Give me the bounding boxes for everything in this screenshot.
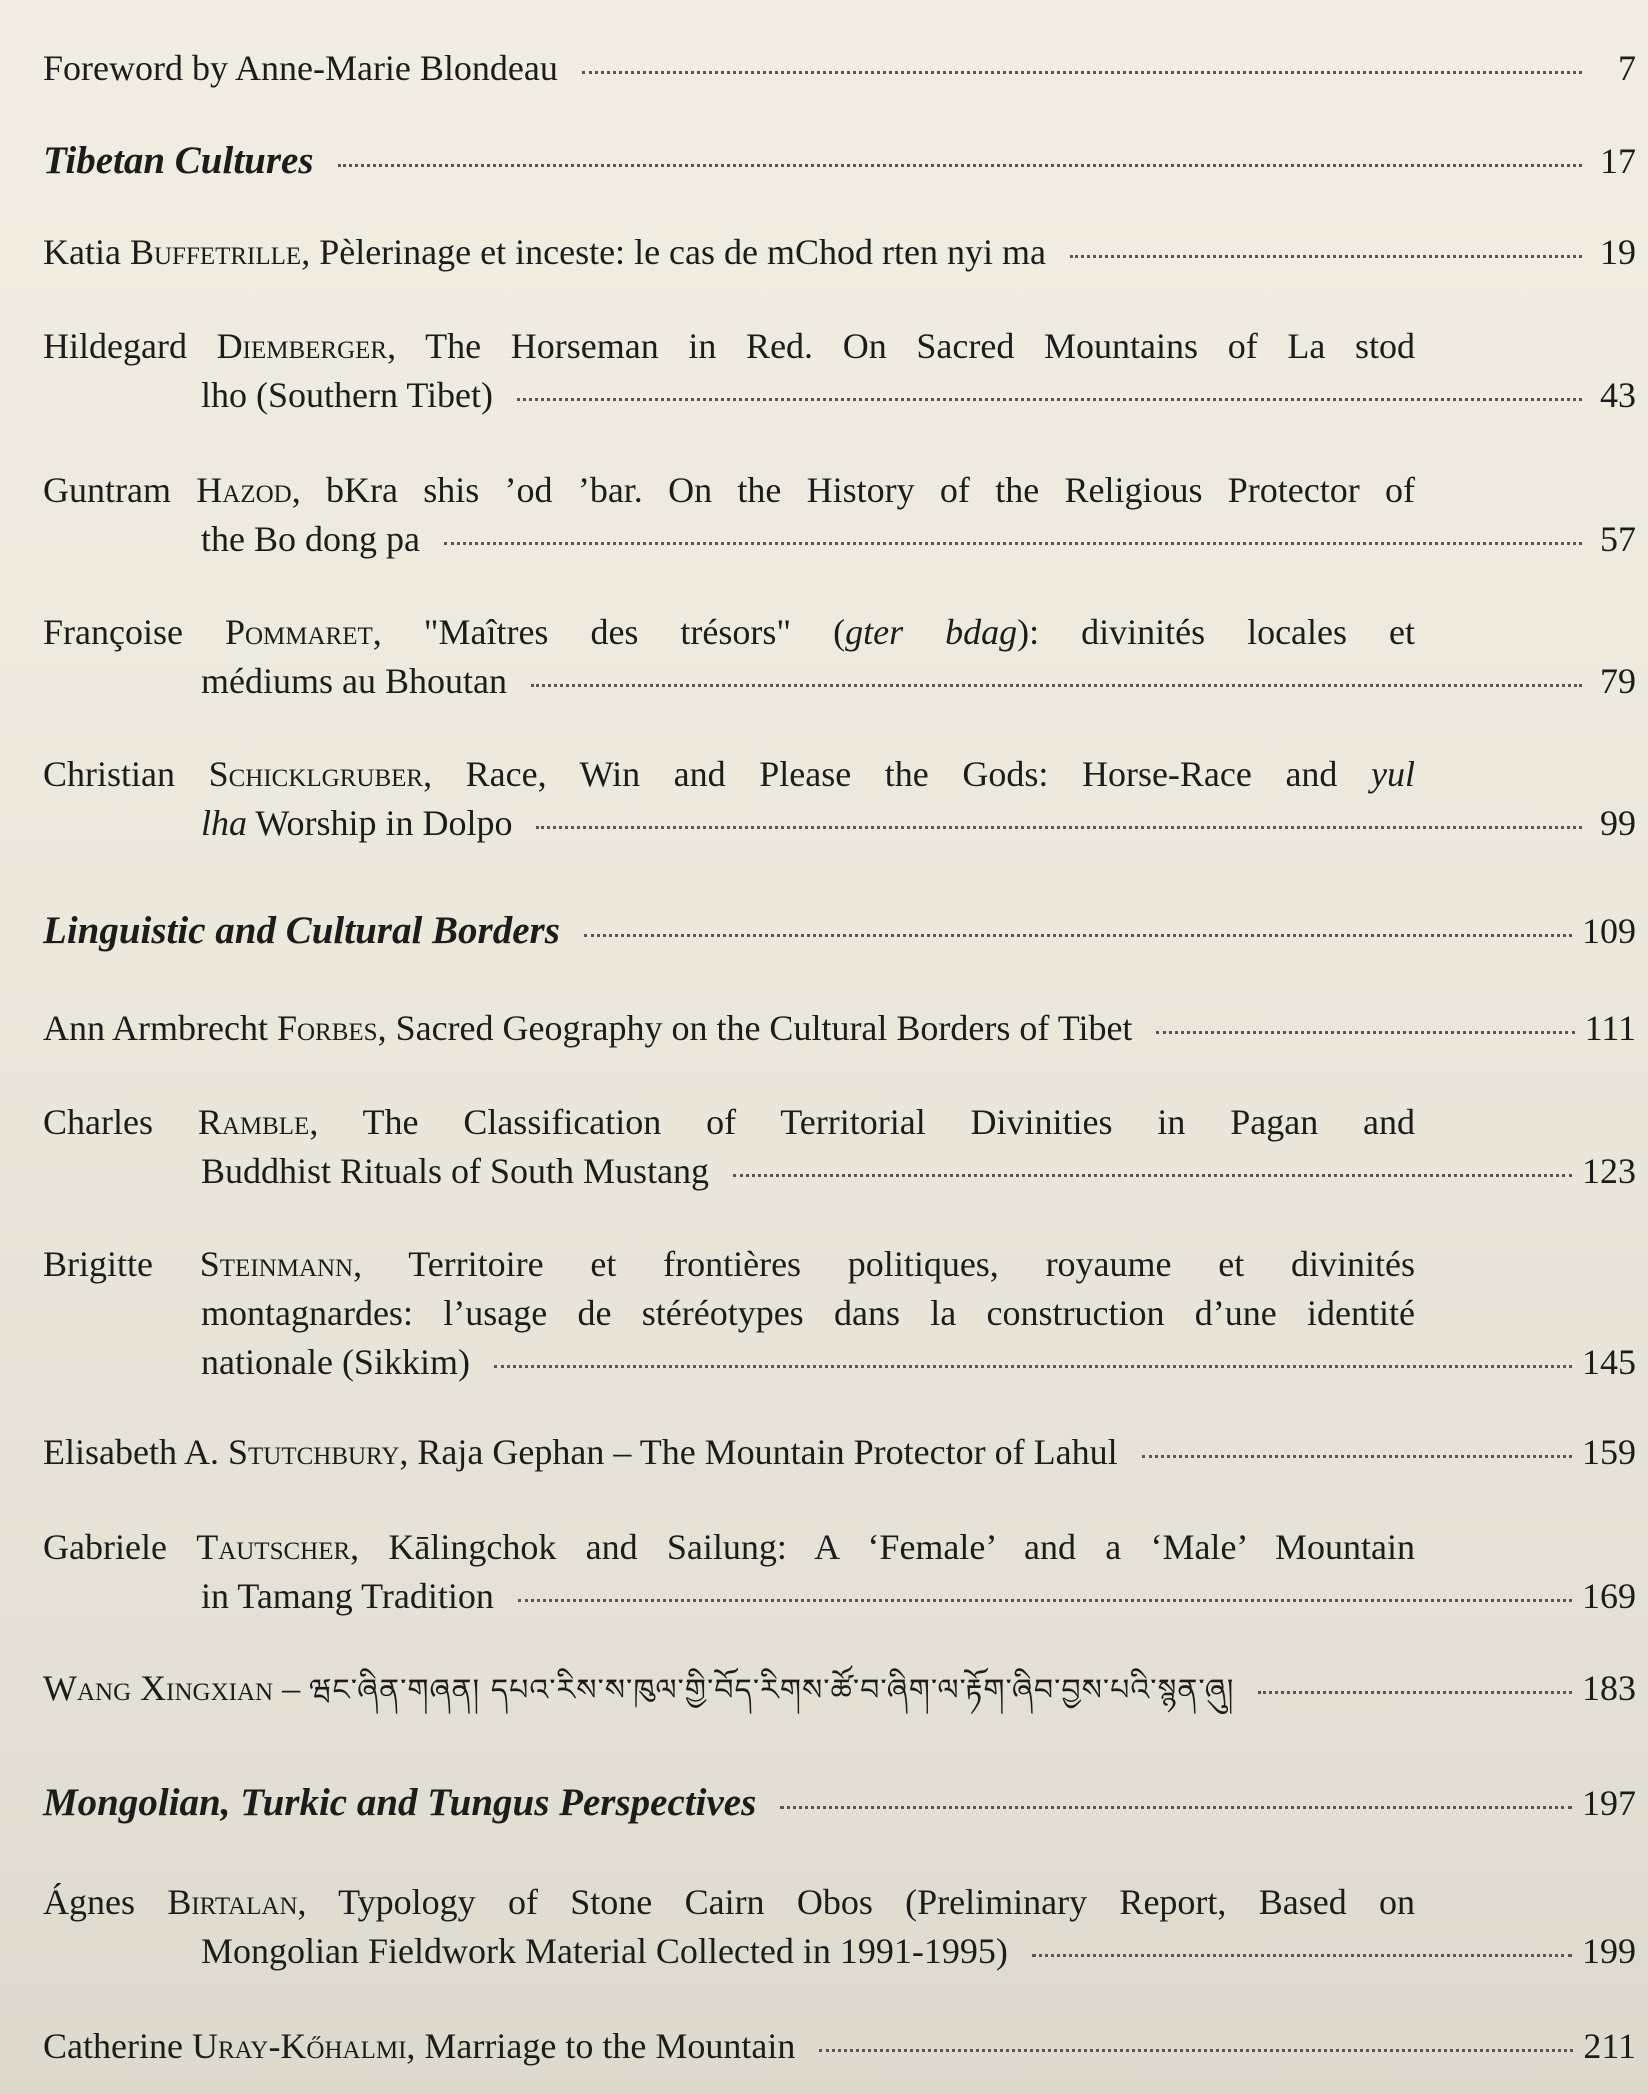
toc-entry-stutchbury bbox=[43, 1428, 1636, 1477]
dot-leader bbox=[517, 398, 1582, 401]
toc-entry-birtalan bbox=[43, 1878, 1636, 1976]
article-title-tibetan: ཝང་ཞིན་གཞན། དཔའ་རིས་ས་ཁུལ་གྱི་བོད་རིགས་ཚོ་བ་ཞིག་ལ་རྟོག་ཞིབ་བྱས་པའི་སྙན་ཞུ། bbox=[309, 1673, 1235, 1708]
page-number: 17 bbox=[1600, 141, 1636, 181]
dot-leader bbox=[584, 934, 1572, 937]
dot-leader bbox=[1142, 1455, 1572, 1458]
author-last-name: Schicklgruber bbox=[208, 754, 424, 794]
author-first-name: Brigitte bbox=[43, 1244, 153, 1284]
page-number: 57 bbox=[1600, 519, 1636, 559]
page-number: 159 bbox=[1582, 1432, 1636, 1472]
author-last-name: Steinmann bbox=[199, 1244, 354, 1284]
author-first-name: Françoise bbox=[43, 612, 183, 652]
author-last-name: Pommaret bbox=[224, 612, 373, 652]
page-number: 169 bbox=[1582, 1576, 1636, 1616]
entry-first-line bbox=[43, 1523, 1415, 1572]
page-number: 111 bbox=[1584, 1008, 1636, 1048]
page-number: 197 bbox=[1582, 1783, 1636, 1823]
article-title: , Kālingchok and Sailung: A ‘Female’ and a ‘Male’ Mountain bbox=[350, 1527, 1415, 1567]
article-title-continued: Mongolian Fieldwork Material Collected in 1991-1995) bbox=[201, 1931, 1008, 1971]
toc-section-linguistic-cultural-borders bbox=[43, 906, 1636, 956]
entry-text bbox=[43, 1428, 1118, 1477]
author-first-name: Guntram bbox=[43, 470, 171, 510]
entry-first-line bbox=[43, 322, 1415, 371]
entry-first-line bbox=[43, 1878, 1415, 1927]
article-title: , Sacred Geography on the Cultural Borders of Tibet bbox=[377, 1008, 1133, 1048]
dot-leader bbox=[494, 1365, 1572, 1368]
toc-entry-steinmann bbox=[43, 1240, 1636, 1387]
author-last-name: Hazod bbox=[196, 470, 292, 510]
dot-leader bbox=[536, 826, 1582, 829]
entry-second-line: montagnardes: l’usage de stéréotypes dans la construction d’une identité bbox=[201, 1293, 1415, 1333]
article-title-italic: yul bbox=[1371, 754, 1415, 794]
article-title-continued: lho (Southern Tibet) bbox=[201, 375, 494, 415]
dot-leader bbox=[819, 2049, 1573, 2052]
author-first-name: Ágnes bbox=[43, 1882, 135, 1922]
author-last-name: Wang Xingxian bbox=[43, 1668, 274, 1708]
article-title: , "Maîtres des trésors" ( bbox=[372, 612, 846, 652]
entry-text bbox=[43, 228, 1046, 277]
article-title-continued: médiums au Bhoutan bbox=[201, 661, 507, 701]
page-number: 7 bbox=[1618, 48, 1636, 88]
dot-leader bbox=[1258, 1691, 1572, 1694]
toc-entry-diemberger bbox=[43, 322, 1636, 420]
entry-first-line bbox=[43, 1098, 1415, 1147]
page-number: 19 bbox=[1600, 232, 1636, 272]
article-title: , The Horseman in Red. On Sacred Mountains of La stod bbox=[387, 326, 1416, 366]
author-first-name: Charles bbox=[43, 1102, 153, 1142]
dot-leader bbox=[780, 1806, 1572, 1809]
article-title-continued: the Bo dong pa bbox=[201, 519, 420, 559]
dot-leader bbox=[338, 164, 1582, 167]
article-title-italic: lha bbox=[201, 803, 248, 843]
toc-entry-wang-xingxian bbox=[43, 1664, 1636, 1715]
toc-entry-tautscher bbox=[43, 1523, 1636, 1621]
toc-entry-ramble bbox=[43, 1098, 1636, 1196]
section-heading: Linguistic and Cultural Borders bbox=[43, 909, 560, 952]
article-title: , bKra shis ’od ’bar. On the History of the Religious Protector of bbox=[291, 470, 1416, 510]
author-last-name: Buffetrille bbox=[129, 232, 302, 272]
article-title: , Typology of Stone Cairn Obos (Preliminary Report, Based on bbox=[297, 1882, 1416, 1922]
toc-section-tibetan-cultures bbox=[43, 136, 1636, 186]
author-last-name: Ramble bbox=[197, 1102, 310, 1142]
author-last-name: Tautscher bbox=[196, 1527, 351, 1567]
entry-first-line bbox=[43, 750, 1415, 799]
page-number: 211 bbox=[1583, 2026, 1636, 2066]
author-last-name: Uray-Kőhalmi bbox=[191, 2026, 407, 2066]
article-title-cont: ): divinités locales et bbox=[1017, 612, 1416, 652]
author-last-name: Stutchbury bbox=[227, 1432, 400, 1472]
dot-leader bbox=[518, 1599, 1572, 1602]
toc-entry-hazod bbox=[43, 466, 1636, 564]
entry-first-line bbox=[43, 1240, 1415, 1289]
toc-entry-schicklgruber bbox=[43, 750, 1636, 848]
page-number: 43 bbox=[1600, 375, 1636, 415]
toc-entry-buffetrille bbox=[43, 228, 1636, 277]
author-first-name: Catherine bbox=[43, 2026, 183, 2066]
dot-leader bbox=[1156, 1031, 1574, 1034]
entry-first-line bbox=[43, 608, 1415, 657]
page-number: 99 bbox=[1600, 803, 1636, 843]
author-first-name: Christian bbox=[43, 754, 175, 794]
page-number: 145 bbox=[1582, 1342, 1636, 1382]
dot-leader bbox=[1070, 255, 1582, 258]
article-title-cont: Worship in Dolpo bbox=[247, 803, 513, 843]
article-title: , Territoire et frontières politiques, royaume et divinités bbox=[353, 1244, 1416, 1284]
entry-first-line bbox=[43, 466, 1415, 515]
toc-entry-forbes bbox=[43, 1004, 1636, 1053]
toc-section-mongolian-turkic-tungus bbox=[43, 1778, 1636, 1828]
author-last-name: Birtalan bbox=[167, 1882, 298, 1922]
article-title: , Pèlerinage et inceste: le cas de mChod rten nyi ma bbox=[301, 232, 1046, 272]
dot-leader bbox=[733, 1174, 1572, 1177]
dot-leader bbox=[1032, 1954, 1572, 1957]
article-title: , The Classification of Territorial Divinities in Pagan and bbox=[309, 1102, 1416, 1142]
article-title-continued: nationale (Sikkim) bbox=[201, 1342, 470, 1382]
author-first-name: Elisabeth A. bbox=[43, 1432, 219, 1472]
article-title-continued: in Tamang Tradition bbox=[201, 1576, 494, 1616]
toc-entry-uray-kohalmi bbox=[43, 2022, 1636, 2071]
article-title: , Marriage to the Mountain bbox=[406, 2026, 796, 2066]
author-last-name: Forbes bbox=[276, 1008, 378, 1048]
author-first-name: Ann Armbrecht bbox=[43, 1008, 268, 1048]
dot-leader bbox=[582, 71, 1582, 74]
author-first-name: Gabriele bbox=[43, 1527, 167, 1567]
article-title-continued: Buddhist Rituals of South Mustang bbox=[201, 1151, 710, 1191]
author-last-name: Diemberger bbox=[216, 326, 388, 366]
toc-entry-foreword bbox=[43, 44, 1636, 93]
toc-entry-pommaret bbox=[43, 608, 1636, 706]
article-title-italic: gter bdag bbox=[845, 612, 1018, 652]
section-heading: Tibetan Cultures bbox=[43, 139, 314, 182]
dot-leader bbox=[444, 542, 1582, 545]
article-title: , Race, Win and Please the Gods: Horse-Race and bbox=[423, 754, 1372, 794]
page-number: 109 bbox=[1582, 911, 1636, 951]
title-separator: – bbox=[273, 1668, 310, 1708]
entry-text bbox=[43, 1004, 1132, 1053]
author-first-name: Katia bbox=[43, 232, 121, 272]
article-title: , Raja Gephan – The Mountain Protector of Lahul bbox=[399, 1432, 1118, 1472]
entry-text bbox=[43, 2022, 795, 2071]
dot-leader bbox=[531, 684, 1582, 687]
foreword-text: Foreword by Anne-Marie Blondeau bbox=[43, 48, 558, 88]
author-first-name: Hildegard bbox=[43, 326, 187, 366]
entry-text bbox=[43, 1664, 1234, 1715]
page-number: 199 bbox=[1582, 1931, 1636, 1971]
section-heading: Mongolian, Turkic and Tungus Perspectives bbox=[43, 1781, 757, 1824]
page-number: 123 bbox=[1582, 1151, 1636, 1191]
article-title-continued bbox=[43, 799, 512, 848]
page-number: 183 bbox=[1582, 1668, 1636, 1708]
page-number: 79 bbox=[1600, 661, 1636, 701]
